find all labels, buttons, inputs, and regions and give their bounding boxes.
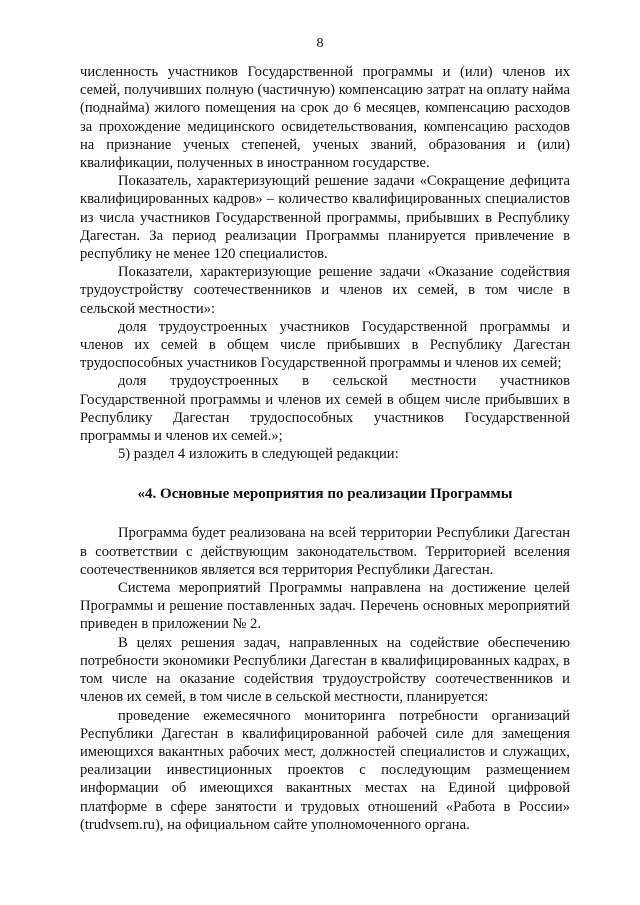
paragraph-indicators-employment: Показатели, характеризующие решение задачи «Оказание содействия трудоустройству соотечественников и членов их семей, в том числе в сельской местности»: xyxy=(80,264,570,317)
paragraph-measures-system: Система мероприятий Программы направлена на достижение целей Программы и решение поставленных задач. Перечень основных мероприятий приведен в приложении № 2. xyxy=(80,580,570,633)
paragraph-monitoring: проведение ежемесячного мониторинга потребности организаций Республики Дагестан в квалифицированной рабочей силе для замещения имеющихся вакантных рабочих мест, должностей специалистов и служащих, реализации инвестиционных проектов с последующим размещением информации об имеющихся вакантных местах на Единой цифровой платформе в сфере занятости и трудовых отношений «Работа в России» (trudvsem.ru), на официальном сайте уполномоченного органа. xyxy=(80,707,570,833)
page-number: 8 xyxy=(316,36,324,51)
paragraph-participants-compensation: численность участников Государственной программы и (или) членов их семей, получивших полную (частичную) компенсацию затрат на оплату найма (поднайма) жилого помещения на срок до 6 месяцев, компенсацию расходов за прохождение медицинского освидетельствования, компенсацию расходов на признание ученых степеней, ученых званий, образования и (или) квалификации, полученных в иностранном государстве. xyxy=(80,64,570,172)
document-body xyxy=(80,63,570,834)
paragraph-section-amendment: 5) раздел 4 изложить в следующей редакции: xyxy=(118,446,399,463)
paragraph-program-territory: Программа будет реализована на всей территории Республики Дагестан в соответствии с действующим законодательством. Территорией вселения соотечественников является вся территория Республики Дагестан. xyxy=(80,525,570,578)
paragraph-share-employed: доля трудоустроенных участников Государственной программы и членов их семей в общем числе прибывших в Республику Дагестан трудоспособных участников Государственной программы и членов их семей; xyxy=(80,318,570,372)
paragraph-share-employed-rural: доля трудоустроенных в сельской местности участников Государственной программы и членов их семей в общем числе прибывших в Республику Дагестан трудоспособных участников Государственной программы и членов их семей.»; xyxy=(80,373,570,445)
section-heading: «4. Основные мероприятия по реализации Программы xyxy=(137,486,513,503)
paragraph-indicator-specialists: Показатель, характеризующий решение задачи «Сокращение дефицита квалифицированных кадров» – количество квалифицированных специалистов из числа участников Государственной программы, прибывших в Республику Дагестан. За период реализации Программы планируется привлечение в республику не менее 120 специалистов. xyxy=(80,173,570,263)
paragraph-goals-planned: В целях решения задач, направленных на содействие обеспечению потребности экономики Республики Дагестан в квалифицированных кадрах, в том числе на оказание содействия трудоустройству соотечественников и членов их семей, в том числе в сельской местности, планируется: xyxy=(80,634,570,706)
